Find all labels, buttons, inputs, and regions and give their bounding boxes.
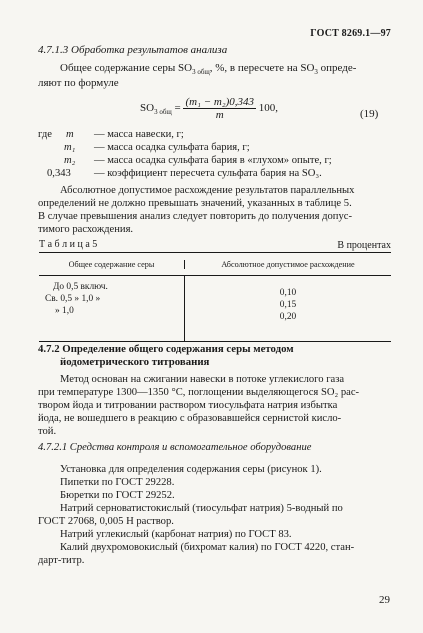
table-header-row bbox=[39, 253, 391, 276]
table-units: В процентах bbox=[337, 240, 391, 251]
intro-line-2: ляют по формуле bbox=[38, 77, 119, 89]
where-symbol: m bbox=[66, 129, 74, 140]
paragraph-line: твором йода и титровании раствором тиосульфата натрия избытка bbox=[38, 400, 338, 411]
table-5 bbox=[39, 252, 391, 342]
document-code: ГОСТ 8269.1—97 bbox=[310, 28, 391, 39]
table-cell: 0,10 bbox=[279, 288, 297, 298]
table-header-cell: Общее содержание серы bbox=[39, 260, 185, 269]
paragraph-line: при температуре 1300—1350 °С, поглощении выделяющегося SO₂ рас- bbox=[38, 387, 360, 398]
where-label: где bbox=[38, 129, 52, 140]
table-column-discrepancy bbox=[185, 276, 391, 341]
where-symbol: 0,343 bbox=[47, 168, 71, 179]
section-4-7-1-3-title: 4.7.1.3 Обработка результатов анализа bbox=[38, 44, 228, 56]
table-cell: Св. 0,5 » 1,0 » bbox=[45, 294, 101, 305]
paragraph-line: Абсолютное допустимое расхождение результатов параллельных bbox=[60, 185, 355, 196]
section-4-7-2-1-title: 4.7.2.1 Средства контроля и вспомогательное оборудование bbox=[38, 442, 312, 453]
paragraph-line: Пипетки по ГОСТ 29228. bbox=[60, 477, 175, 488]
where-definition: — масса навески, г; bbox=[94, 129, 184, 140]
paragraph-line: той. bbox=[38, 426, 57, 437]
paragraph-line: В случае превышения анализ следует повторить до получения допус- bbox=[38, 211, 353, 222]
table-cell: До 0,5 включ. bbox=[53, 282, 108, 292]
where-symbol: m₁ bbox=[64, 142, 76, 153]
table-cell: » 1,0 bbox=[55, 306, 74, 317]
paragraph-line: Бюретки по ГОСТ 29252. bbox=[60, 490, 175, 501]
section-4-7-2-title: 4.7.2 Определение общего содержания серы методом bbox=[38, 343, 294, 355]
paragraph-line: Натрий серноватистокислый (тиосульфат натрия) 5-водный по bbox=[60, 503, 343, 514]
formula-fraction bbox=[183, 96, 256, 121]
table-header-cell: Абсолютное допустимое расхождение bbox=[221, 259, 355, 269]
formula-number: (19) bbox=[360, 108, 379, 120]
paragraph-line: определений не должно превышать значений, указанных в таблице 5. bbox=[38, 198, 352, 209]
where-definition: — коэффициент пересчета сульфата бария на SO₃. bbox=[94, 168, 322, 179]
table-cell: 0,20 bbox=[279, 312, 297, 323]
formula-numerator: (m₁ − m₂)0,343 bbox=[185, 96, 255, 108]
table-body bbox=[39, 276, 391, 341]
table-caption: Т а б л и ц а 5 bbox=[39, 239, 98, 250]
paragraph-line: тимого расхождения. bbox=[38, 224, 134, 235]
paragraph-line: ГОСТ 27068, 0,005 Н раствор. bbox=[38, 516, 174, 527]
formula-19: $SO_{3 общ}$ = $\frac{\text{(m₁ − m₂)0,343}}{m}$ 100, bbox=[140, 96, 279, 121]
table-column-sulfur bbox=[39, 276, 185, 341]
paragraph-line: Калий двухромовокислый (бихромат калия) по ГОСТ 4220, стан- bbox=[60, 542, 355, 553]
table-cell: 0,15 bbox=[279, 300, 297, 311]
formula-denominator: m bbox=[215, 109, 224, 121]
paragraph-line: Натрий углекислый (карбонат натрия) по ГОСТ 83. bbox=[60, 529, 292, 540]
paragraph-line: Метод основан на сжигании навески в потоке углекислого газа bbox=[60, 374, 345, 385]
page-number: 29 bbox=[379, 594, 390, 606]
section-4-7-2-title-cont: йодометрического титрования bbox=[60, 356, 210, 368]
where-definition: — масса осадка сульфата бария в «глухом» опыте, г; bbox=[94, 155, 332, 166]
paragraph-line: Установка для определения содержания серы (рисунок 1). bbox=[60, 464, 322, 475]
paragraph-line: йода, не вошедшего в реакцию с образовавшейся сернистой кисло- bbox=[38, 413, 342, 424]
where-symbol: m₂ bbox=[64, 155, 76, 166]
intro-line-1: Общее содержание серы $SO_{3 общ}$, %, в пересчете на $SO_3$ опреде- bbox=[60, 62, 357, 76]
where-definition: — масса осадка сульфата бария, г; bbox=[94, 142, 250, 153]
paragraph-line: дарт-титр. bbox=[38, 555, 85, 566]
